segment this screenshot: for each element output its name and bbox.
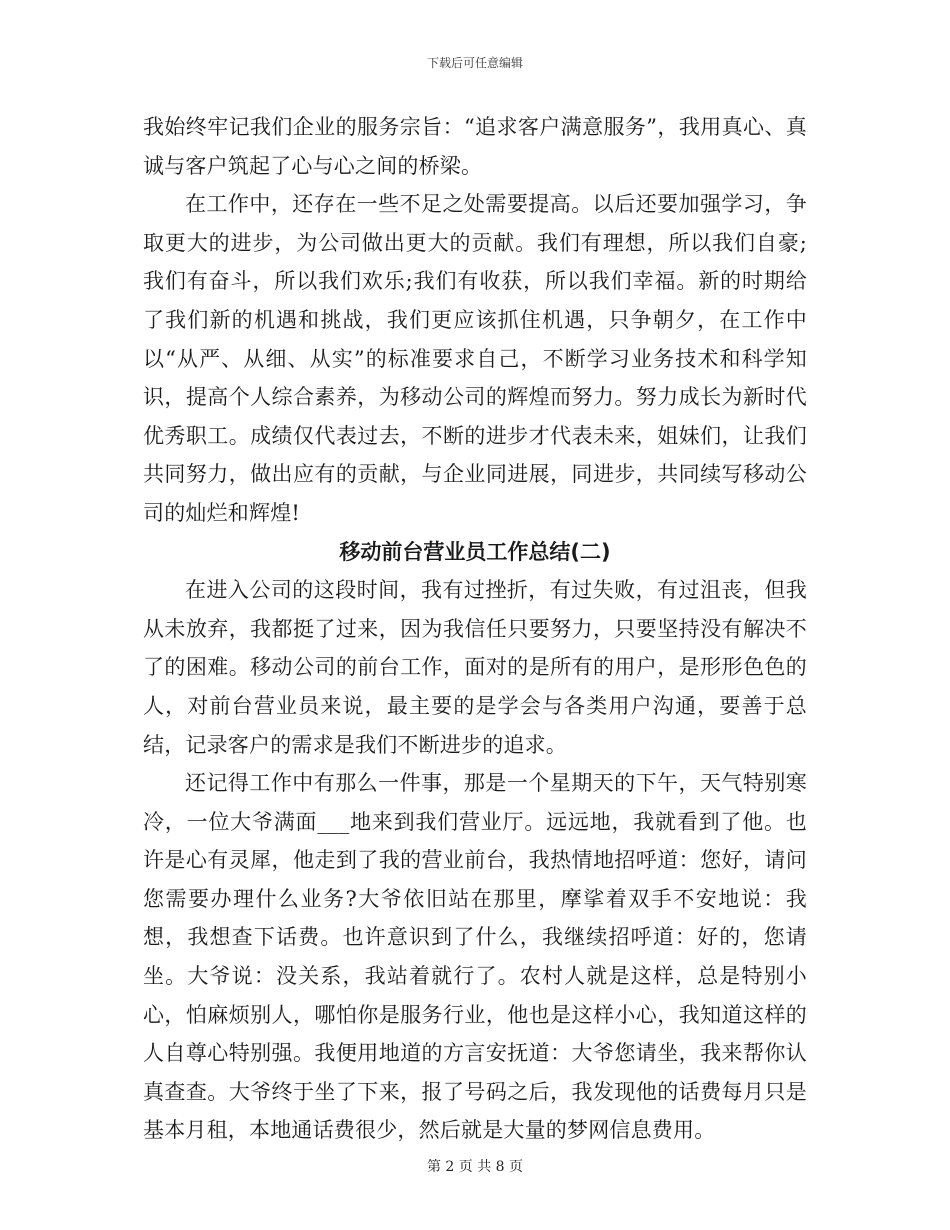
page-footer: 第 2 页 共 8 页 bbox=[426, 1159, 524, 1175]
page-header: 下载后可任意编辑 bbox=[426, 56, 523, 70]
paragraph-1: 我始终牢记我们企业的服务宗旨：“追求客户满意服务”，我用真心、真诚与客户筑起了心与心之间的桥梁。 bbox=[143, 115, 807, 178]
section-title: 移动前台营业员工作总结(二) bbox=[339, 539, 611, 564]
paragraph-4: 还记得工作中有那么一件事，那是一个星期天的下午，天气特别寒冷，一位大爷满面___地来到我们营业厅。远远地，我就看到了他。也许是心有灵犀，他走到了我的营业前台，我热情地招呼道：您好，请问您需要办理什么业务?大爷依旧站在那里，摩挲着双手不安地说：我想，我想查下话费。也许意识到了什么，我继续招呼道：好的，您请坐。大爷说：没关系，我站着就行了。农村人就是这样，总是特别小心，怕麻烦别人，哪怕你是服务行业，他也是这样小心，我知道这样的人自尊心特别强。我便用地道的方言安抚道：大爷您请坐，我来帮你认真查查。大爷终于坐了下来，报了号码之后，我发现他的话费每月只是基本月租，本地通话费很少，然后就是大量的梦网信息费用。 bbox=[143, 771, 807, 1143]
document-body bbox=[143, 108, 807, 1150]
paragraph-3: 在进入公司的这段时间，我有过挫折，有过失败，有过沮丧，但我从未放弃，我都挺了过来，因为我信任只要努力，只要坚持没有解决不了的困难。移动公司的前台工作，面对的是所有的用户，是形形色色的人，对前台营业员来说，最主要的是学会与各类用户沟通，要善于总结，记录客户的需求是我们不断进步的追求。 bbox=[143, 578, 807, 757]
paragraph-2: 在工作中，还存在一些不足之处需要提高。以后还要加强学习，争取更大的进步，为公司做出更大的贡献。我们有理想，所以我们自豪;我们有奋斗，所以我们欢乐;我们有收获，所以我们幸福。新的时期给了我们新的机遇和挑战，我们更应该抓住机遇，只争朝夕，在工作中以“从严、从细、从实”的标准要求自己，不断学习业务技术和科学知识，提高个人综合素养，为移动公司的辉煌而努力。努力成长为新时代优秀职工。成绩仅代表过去，不断的进步才代表未来，姐妹们，让我们共同努力，做出应有的贡献，与企业同进展，同进步，共同续写移动公司的灿烂和辉煌! bbox=[143, 192, 807, 525]
